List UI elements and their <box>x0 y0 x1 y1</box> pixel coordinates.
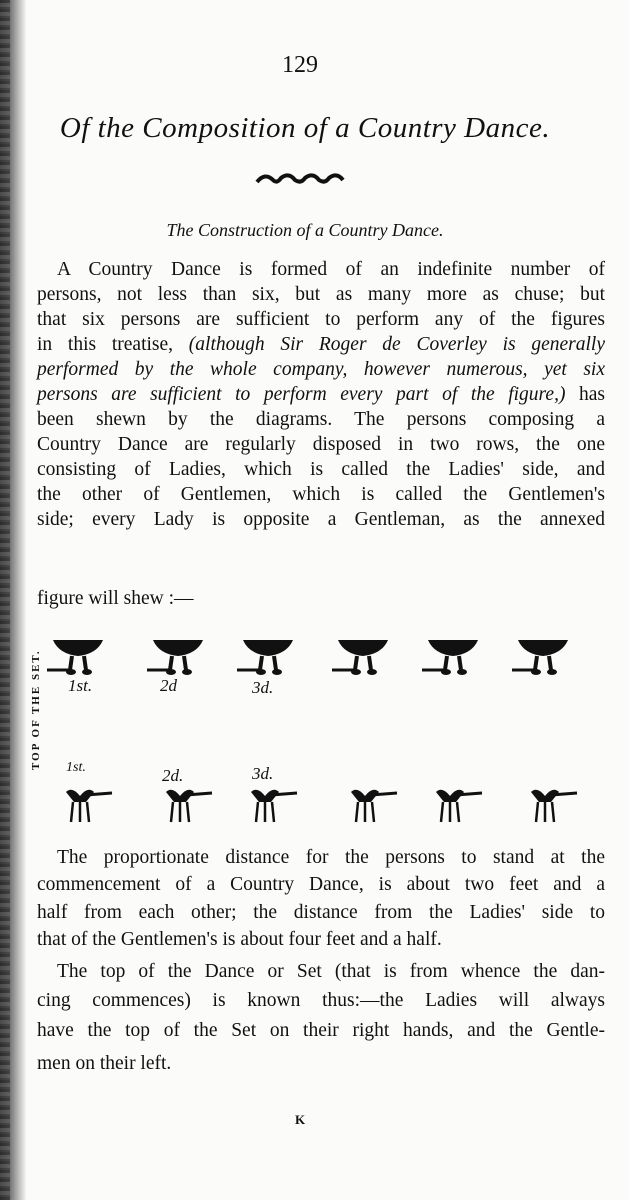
text-segment: side; every Lady is opposite a Gentleman, as the annexed <box>37 509 605 530</box>
lady-figure-icon <box>53 640 103 656</box>
lady-foot <box>182 669 192 675</box>
gentleman-legs <box>356 802 374 822</box>
lady-foot <box>272 669 282 675</box>
text-segment: has <box>565 384 605 405</box>
text-line: that of the Gentlemen's is about four feet and a half. <box>37 929 442 950</box>
lady-figure-icon <box>70 656 86 670</box>
text-line: The top of the Dance or Set (that is from whence the dan- <box>57 961 605 982</box>
lady-foot <box>547 669 557 675</box>
page-number: 129 <box>282 52 318 78</box>
text-segment: consisting of Ladies, which is called the Ladies' side, and <box>37 459 605 480</box>
text-line <box>37 284 605 306</box>
text-line <box>37 459 605 481</box>
lady-figure-icon <box>355 656 371 670</box>
ladies-label-2: 2d <box>160 676 177 695</box>
text-line <box>37 359 605 381</box>
text-segment: Country Dance are regularly disposed in two rows, the one <box>37 434 605 455</box>
text-line <box>37 434 605 456</box>
gentleman-legs <box>71 802 89 822</box>
text-line <box>37 309 605 331</box>
gentleman-arm <box>86 793 112 795</box>
text-segment: in this treatise, <box>37 334 189 355</box>
gentleman-arm <box>186 793 212 795</box>
text-line <box>37 509 605 531</box>
text-line <box>37 588 605 610</box>
ornament-divider <box>0 172 600 193</box>
text-segment: figure will shew :— <box>37 588 194 609</box>
gentleman-arm <box>271 793 297 795</box>
text-segment: been shewn by the diagrams. The persons composing a <box>37 409 605 430</box>
text-line <box>37 259 605 281</box>
chapter-title: Of the Composition of a Country Dance. <box>59 112 551 144</box>
gentleman-arm <box>551 793 577 795</box>
text-segment: A Country Dance is formed of an indefinite number of <box>57 259 605 280</box>
ornament-icon <box>255 172 345 188</box>
text-line: men on their left. <box>37 1053 172 1074</box>
gentlemen-label-1: 1st. <box>66 760 86 775</box>
lady-figure-icon <box>338 640 388 656</box>
text-line: The proportionate distance for the persons to stand at the <box>57 847 605 868</box>
text-line <box>37 409 605 431</box>
text-segment: persons are sufficient to perform every part of the figure,) <box>37 384 566 405</box>
text-line <box>37 484 605 506</box>
lady-foot <box>82 669 92 675</box>
text-line: commencement of a Country Dance, is about two feet and a <box>37 874 605 895</box>
gentleman-arm <box>371 793 397 795</box>
lady-figure-icon <box>518 640 568 656</box>
text-line: half from each other; the distance from the Ladies' side to <box>37 902 605 923</box>
lady-figure-icon <box>445 656 461 670</box>
lady-figure-icon <box>153 640 203 656</box>
ladies-label-3: 3d. <box>252 678 274 697</box>
gentleman-legs <box>171 802 189 822</box>
lady-figure-icon <box>243 640 293 656</box>
gentlemen-label-2: 2d. <box>162 766 184 785</box>
text-segment: performed by the whole company, however numerous, yet six <box>37 359 605 380</box>
top-of-set-label: TOP OF THE SET. <box>30 649 42 770</box>
lady-figure-icon <box>170 656 186 670</box>
section-subtitle: The Construction of a Country Dance. <box>166 220 444 240</box>
text-line: have the top of the Set on their right hands, and the Gentle- <box>37 1020 605 1041</box>
text-segment: (although Sir Roger de Coverley is generally <box>188 334 605 355</box>
gentleman-legs <box>441 802 459 822</box>
text-segment: the other of Gentlemen, which is called the Gentlemen's <box>37 484 605 505</box>
signature-mark: K <box>294 1112 306 1127</box>
text-line: cing commences) is known thus:—the Ladies will always <box>37 990 605 1011</box>
gentleman-legs <box>256 802 274 822</box>
lady-figure-icon <box>260 656 276 670</box>
lady-figure-icon <box>535 656 551 670</box>
text-segment: that six persons are sufficient to perform any of the figures <box>37 309 605 330</box>
gentleman-legs <box>536 802 554 822</box>
lady-foot <box>367 669 377 675</box>
figure-drawing <box>40 630 620 830</box>
ladies-label-1: 1st. <box>68 676 93 695</box>
text-segment: persons, not less than six, but as many more as chuse; but <box>37 284 605 305</box>
text-line <box>37 384 605 406</box>
lady-figure-icon <box>428 640 478 656</box>
lady-foot <box>457 669 467 675</box>
gentlemen-label-3: 3d. <box>252 764 274 783</box>
gentleman-arm <box>456 793 482 795</box>
text-line <box>37 334 605 356</box>
